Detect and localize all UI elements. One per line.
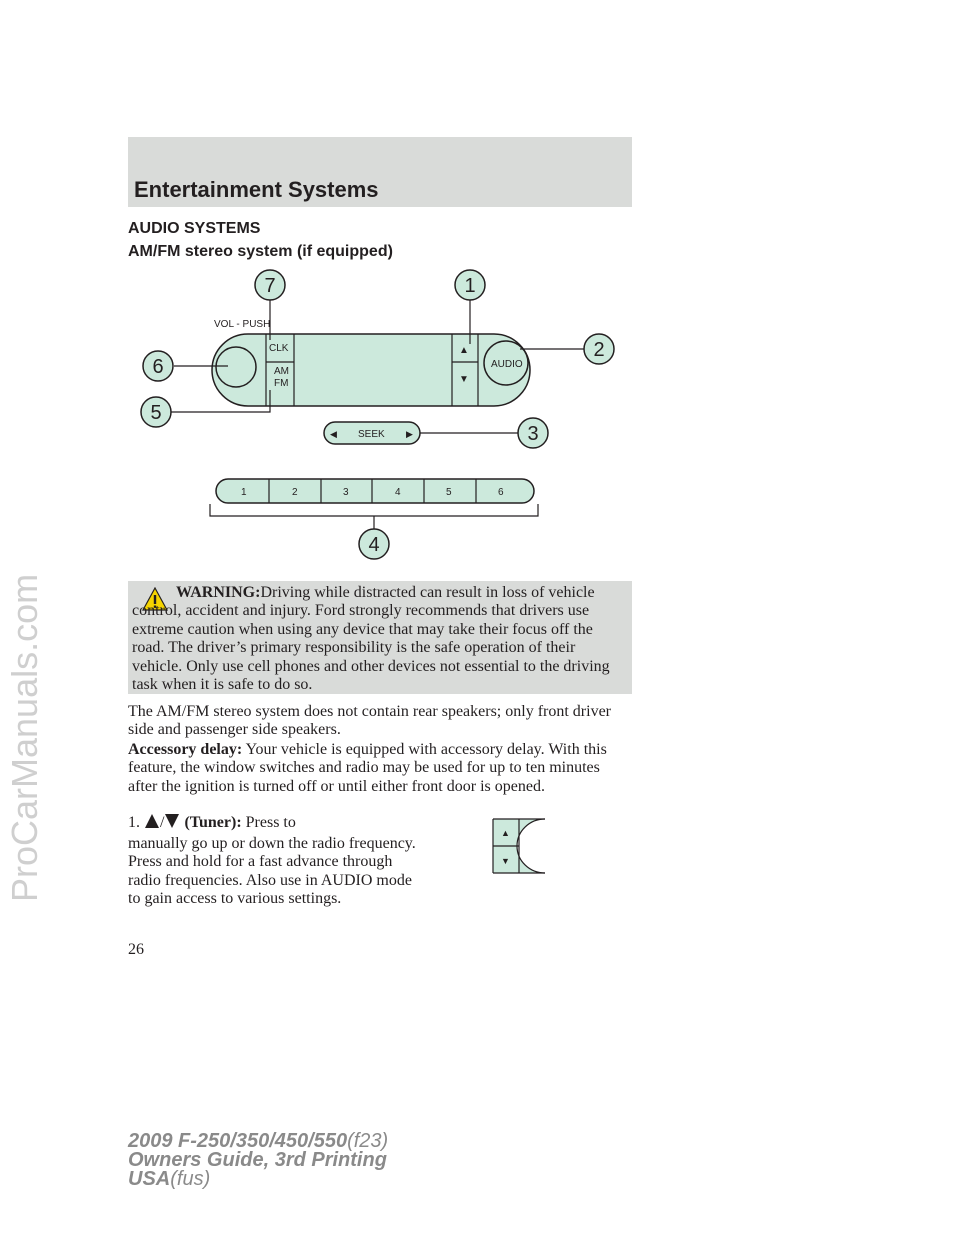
page-number: 26: [128, 941, 144, 958]
callout-7: [255, 270, 285, 300]
tuner-down-icon: [164, 813, 180, 829]
tuner-description: manually go up or down the radio frequency. Press and hold for a fast advance through radio frequencies. Also use in AUDIO mode to gain access to various settings.: [128, 835, 416, 908]
preset-4: 4: [395, 487, 401, 498]
footer-model: 2009 F-250/350/450/550: [128, 1130, 348, 1152]
preset-5: 5: [446, 487, 452, 498]
accessory-paragraph: [128, 741, 632, 796]
fm-label: FM: [274, 378, 289, 389]
seek-label: SEEK: [358, 429, 385, 440]
svg-text:2: 2: [593, 339, 605, 361]
accessory-label: Accessory delay:: [128, 741, 243, 758]
svg-text:7: 7: [264, 275, 276, 297]
section-title: AUDIO SYSTEMS: [128, 220, 261, 237]
callout-1: [455, 270, 485, 300]
volume-knob: [216, 347, 256, 387]
tuner-up-arrow: ▲: [459, 345, 469, 356]
speakers-paragraph: The AM/FM stereo system does not contain rear speakers; only front driver side and passenger side speakers.: [128, 703, 611, 739]
warning-label: WARNING:: [176, 584, 261, 601]
tuner-button-illustration: [491, 818, 547, 874]
preset-2: 2: [292, 487, 298, 498]
svg-text:3: 3: [527, 423, 539, 445]
radio-diagram: [128, 260, 628, 570]
warning-box: [128, 581, 632, 694]
faceplate: [212, 334, 530, 406]
footer-model-code: (f23): [347, 1130, 389, 1152]
callout-2: [584, 334, 614, 364]
svg-text:6: 6: [152, 356, 164, 378]
svg-text:1: 1: [464, 275, 476, 297]
warning-text: [132, 584, 628, 694]
svg-text:5: 5: [150, 402, 162, 424]
fig-down-arrow: ▼: [501, 856, 510, 866]
warning-body: Driving while distracted can result in loss of vehicle control, accident and injury. Ford strongly recommends that drivers use extreme caution when using any device that may take their focus off the road. The driver’s primary responsibility is the safe operation of their vehicle. Only use cell phones and other devices not essential to the driving task when it is safe to do so.: [132, 584, 610, 694]
footer-market: USA: [128, 1168, 171, 1190]
subsection-title: AM/FM stereo system (if equipped): [128, 243, 393, 260]
tuner-lead: Press to: [245, 814, 296, 831]
header-title: Entertainment Systems: [134, 177, 379, 202]
tuner-number: 1.: [128, 814, 140, 831]
preset-6: 6: [498, 487, 504, 498]
vol-push-label: VOL - PUSH: [214, 319, 271, 330]
svg-text:4: 4: [368, 534, 380, 556]
footer-guide: Owners Guide, 3rd Printing: [128, 1149, 387, 1171]
callout-6: [143, 351, 173, 381]
callout-5: [141, 397, 171, 427]
accessory-text: Your vehicle is equipped with accessory delay. With this feature, the window switches and radio may be used for up to ten minutes after the ignition is turned off or until either front door is opened.: [128, 741, 607, 795]
callout-4: [359, 529, 389, 559]
preset-bar: [216, 479, 534, 503]
tuner-up-icon: [144, 813, 160, 829]
preset-1: 1: [241, 487, 247, 498]
tuner-slash: /: [160, 814, 165, 831]
tuner-heading: [128, 813, 296, 832]
section-header: [128, 137, 632, 207]
watermark: ProCarManuals.com: [4, 573, 45, 902]
am-label: AM: [274, 366, 289, 377]
preset-3: 3: [343, 487, 349, 498]
tuner-down-arrow: ▼: [459, 374, 469, 385]
tuner-label: (Tuner):: [184, 814, 242, 831]
audio-label: AUDIO: [491, 359, 523, 370]
footer-market-code: (fus): [170, 1168, 211, 1190]
clk-label: CLK: [269, 343, 289, 354]
callout-3: [518, 418, 548, 448]
seek-right-arrow: ▶: [406, 429, 413, 439]
fig-up-arrow: ▲: [501, 828, 510, 838]
footer: [128, 1132, 388, 1189]
preset-bracket: [210, 504, 538, 516]
seek-left-arrow: ◀: [330, 429, 337, 439]
